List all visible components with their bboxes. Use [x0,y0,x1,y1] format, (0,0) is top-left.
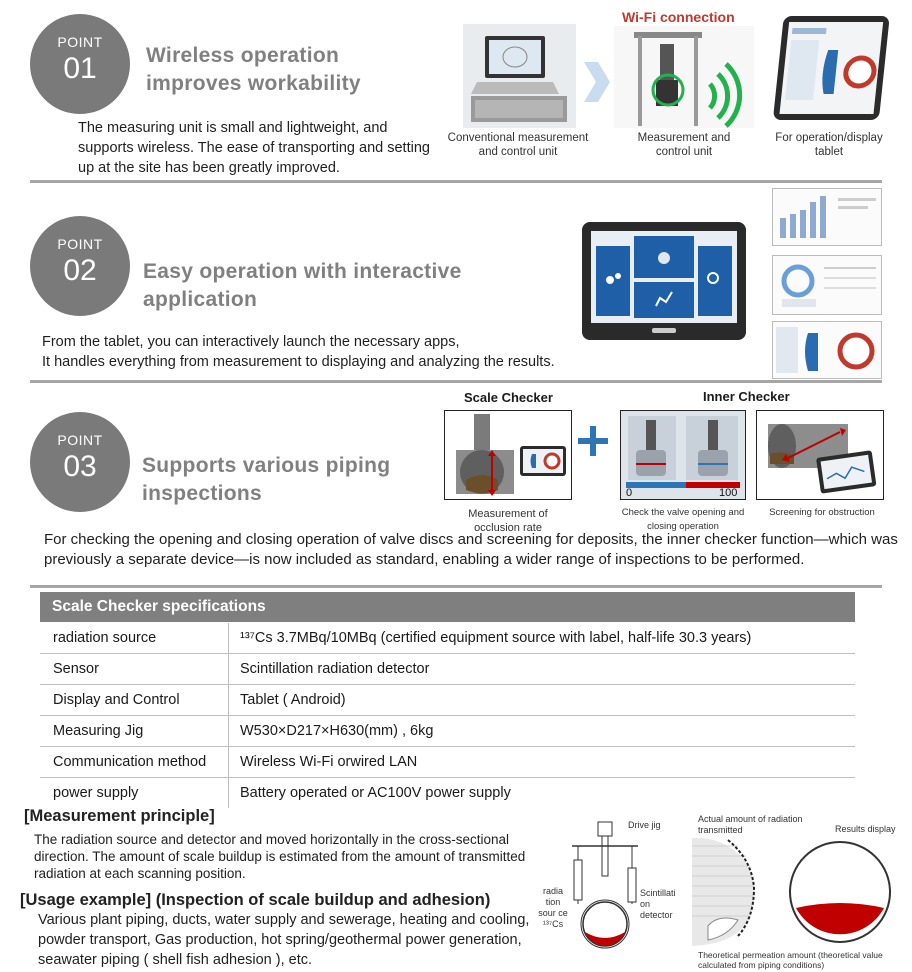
actual-amount-label: Actual amount of radiation transmitted [698,814,803,835]
radiation-source-label: radia tion sour ce ¹³⁷Cs [538,886,568,929]
spec-key: power supply [53,785,139,801]
caption-tablet: For operation/display tablet [775,132,883,158]
usage-title: [Usage example] (Inspection of scale buildup and adhesion) [20,891,491,909]
drive-jig-label: Drive jig [628,820,661,830]
caption-occlusion: Measurement of occlusion rate [468,508,548,534]
tablet-image [770,14,894,124]
caption-measurement-unit: Measurement and control unit [637,132,731,158]
app-launcher-tablet-image [582,222,746,340]
principle-title: [Measurement principle] [24,807,215,825]
gauge-min-label: 0 [626,487,633,499]
table-row [40,778,855,809]
point-number: 01 [63,52,97,85]
spec-value: Battery operated or AC100V power supply [240,785,511,801]
point-label: POINT [57,236,103,252]
table-row [40,654,855,685]
plus-icon [578,426,608,456]
measurement-unit-image [614,26,754,128]
pipe-profile-screenshot [772,321,882,379]
gauge-max-label: 100 [719,487,738,499]
point-label: POINT [57,432,103,448]
table-row [40,623,855,654]
theoretical-label: Theoretical permeation amount (theoretical value calculated from piping conditions) [698,950,883,970]
point-02-heading: Easy operation with interactive application [143,260,462,311]
detector-label: Scintillati on detector [640,888,676,920]
spec-key: radiation source [53,630,157,646]
gauge-screenshot [772,255,882,315]
results-display-label: Results display [835,824,896,834]
caption-valve-check: Check the valve opening and closing operation [621,507,745,532]
specs-table-title: Scale Checker specifications [40,592,855,622]
principle-body: The radiation source and detector and moved horizontally in the cross-sectional direction. The amount of scale buildup is estimated from the amount of transmitted radiation at each scanning position. [34,832,526,881]
point-01-heading: Wireless operation improves workability [146,44,361,95]
point-02-body: From the tablet, you can interactively launch the necessary apps, It handles everything from measurement to displaying and analyzing the results. [42,334,555,370]
point-03-badge [30,412,130,512]
spec-key: Measuring Jig [53,723,144,739]
drive-jig-diagram [568,820,648,952]
transmission-curve-diagram [688,836,780,948]
table-row [40,747,855,778]
wifi-connection-label: Wi-Fi connection [622,9,735,25]
results-display-diagram [788,836,892,948]
spec-key: Communication method [53,754,207,770]
usage-body: Various plant piping, ducts, water supply and sewerage, heating and cooling, powder transport, Gas production, hot spring/geothermal power generation, seawater piping ( shell fish adhesion ), etc. [38,912,530,968]
divider [30,585,882,588]
spec-value: ¹³⁷Cs 3.7MBq/10MBq (certified equipment source with label, half-life 30.3 years) [240,630,752,646]
divider [30,380,882,383]
conventional-unit-image [463,24,576,128]
results-chart-screenshot [772,188,882,246]
point-number: 03 [63,450,97,483]
caption-conventional-unit: Conventional measurement and control unit [447,132,589,158]
spec-key: Display and Control [53,692,180,708]
occlusion-measurement-image [444,410,572,500]
caption-obstruction: Screening for obstruction [769,507,875,518]
chevron-right-icon [582,60,612,104]
table-row [40,685,855,716]
point-01-badge [30,14,130,114]
obstruction-screening-image [756,410,884,500]
divider [30,180,882,183]
spec-value: Tablet ( Android) [240,692,346,708]
point-01-body: The measuring unit is small and lightweight, and supports wireless. The ease of transporting and setting up at the site has been greatly improved. [78,120,430,176]
point-03-heading: Supports various piping inspections [142,454,391,505]
scale-checker-label: Scale Checker [464,390,553,405]
spec-value: Wireless Wi-Fi orwired LAN [240,754,418,770]
point-label: POINT [57,34,103,50]
point-number: 02 [63,254,97,287]
point-03-body: For checking the opening and closing operation of valve discs and screening for deposits, the inner checker function—which was previously a separate device—is now included as standard, enabling a wider range of inspections to be performed. [44,531,898,568]
inner-checker-label: Inner Checker [703,389,790,404]
spec-key: Sensor [53,661,99,677]
spec-value: Scintillation radiation detector [240,661,430,677]
spec-value: W530×D217×H630(mm) , 6kg [240,723,434,739]
point-02-badge [30,216,130,316]
table-row [40,716,855,747]
